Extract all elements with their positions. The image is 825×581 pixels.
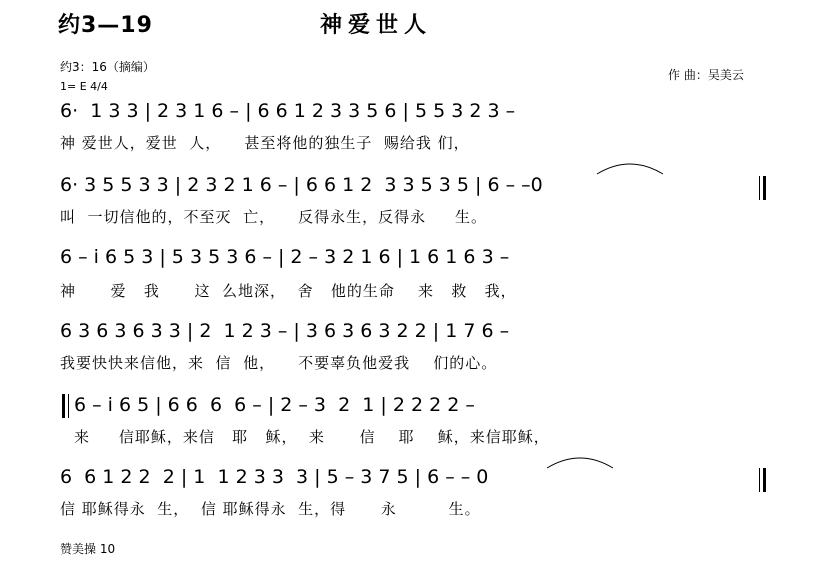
repeat-start-bar xyxy=(62,394,65,418)
slur-line-2 xyxy=(595,158,665,176)
lyrics-line-6: 信 耶稣得永 生， 信 耶稣得永 生，得 永 生。 xyxy=(60,500,481,518)
thin-bar-line-2 xyxy=(759,176,760,200)
lyrics-line-4: 我要快快来信他，来 信 他， 不要辜负他爱我 们的心。 xyxy=(60,354,498,372)
thin-bar-line-6 xyxy=(759,468,760,492)
key-signature: 1= E 4/4 xyxy=(60,80,108,93)
end-bar-line-6 xyxy=(763,468,766,492)
scripture-source: 约3：16（摘编） xyxy=(60,60,155,74)
notes-line-3: 6 – i 6 5 3 | 5 3 5 3 6 – | 2 – 3 2 1 6 | 1 6 1 6 3 – xyxy=(60,246,510,268)
footer-credit: 赞美操 10 xyxy=(60,542,116,556)
notes-line-2: 6· 3 5 5 3 3 | 2 3 2 1 6 – | 6 6 1 2 3 3 5 3 5 | 6 – –0 xyxy=(60,174,543,196)
hymn-number: 约3—19 xyxy=(58,13,153,38)
notes-line-1: 6· 1 3 3 | 2 3 1 6 – | 6 6 1 2 3 3 5 6 | 5 5 3 2 3 – xyxy=(60,100,516,122)
notes-line-4: 6 3 6 3 6 3 3 | 2 1 2 3 – | 3 6 3 6 3 2 2 | 1 7 6 – xyxy=(60,320,510,342)
lyrics-line-1: 神 爱世人，爱世 人， 甚至将他的独生子 赐给我 们， xyxy=(60,134,470,152)
composer-credit: 作 曲：吴美云 xyxy=(668,68,744,82)
page-title: 神爱世人 xyxy=(320,13,433,38)
end-bar-line-2 xyxy=(763,176,766,200)
slur-line-6 xyxy=(545,452,615,470)
lyrics-line-5: 来 信耶稣，来信 耶 稣， 来 信 耶 稣，来信耶稣， xyxy=(74,428,550,446)
lyrics-line-2: 叫 一切信他的，不至灭 亡， 反得永生，反得永 生。 xyxy=(60,208,487,226)
lyrics-line-3: 神 爱 我 这 么地深， 舍 他的生命 来 救 我， xyxy=(60,282,517,300)
notes-line-6: 6 6 1 2 2 2 | 1 1 2 3 3 3 | 5 – 3 7 5 | 6 – – 0 xyxy=(60,466,489,488)
repeat-start-thin-bar xyxy=(68,394,69,418)
notes-line-5: 6 – i 6 5 | 6 6 6 6 – | 2 – 3 2 1 | 2 2 2 2 – xyxy=(74,394,475,416)
